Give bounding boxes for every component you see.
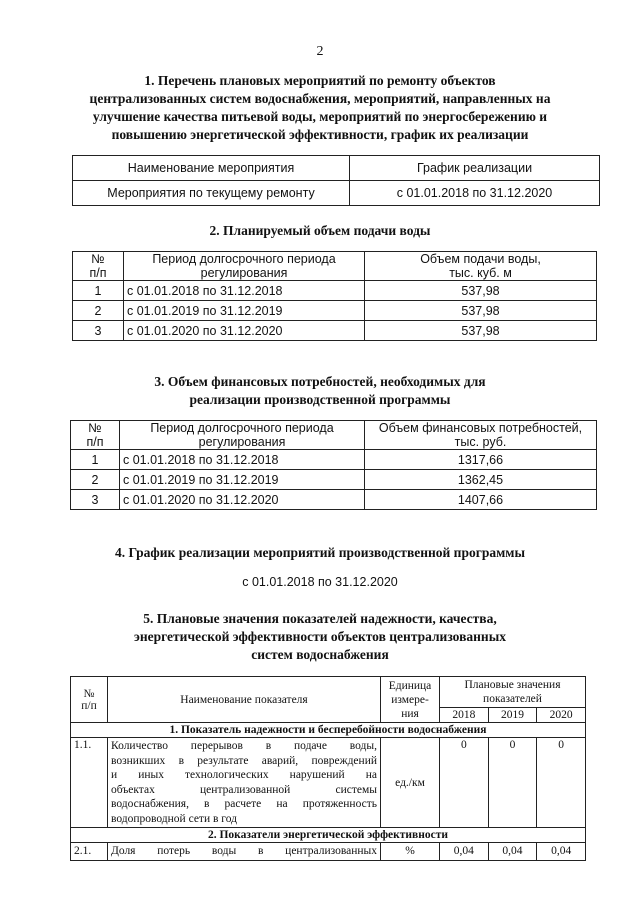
section4-title: 4. График реализации мероприятий производственной программы	[114, 545, 526, 560]
ind-row-unit: %	[381, 843, 440, 861]
ind-row-unit: ед./км	[381, 738, 440, 828]
water-supply-table	[72, 251, 597, 341]
ws-row-num: 2	[73, 301, 124, 321]
section2-title: 2. Планируемый объем подачи воды	[209, 223, 431, 238]
ws-row-period: с 01.01.2018 по 31.12.2018	[124, 281, 365, 301]
table-row	[71, 470, 597, 490]
section5-title: 5. Плановые значения показателей надежности, качества, энергетической эффективности объектов централизованных систем водоснабжения	[133, 611, 506, 662]
measures-table	[72, 155, 600, 206]
fn-row-amount: 1317,66	[365, 450, 597, 470]
fn-row-amount: 1407,66	[365, 490, 597, 510]
financial-needs-table	[70, 420, 597, 510]
ws-row-period: с 01.01.2020 по 31.12.2020	[124, 321, 365, 341]
ws-row-num: 3	[73, 321, 124, 341]
ind-group-reliability: 1. Показатель надежности и бесперебойности водоснабжения	[71, 723, 586, 738]
ind-row-num: 1.1.	[71, 738, 108, 828]
ws-row-num: 1	[73, 281, 124, 301]
section3-title: 3. Объем финансовых потребностей, необходимых для реализации производственной программы	[154, 374, 486, 407]
section1-title: 1. Перечень плановых мероприятий по ремонту объектов централизованных систем водоснабжения, мероприятий, направленных на улучшение качества питьевой воды, мероприятий по энергосбережению и повышению энергетической эффективности, график их реализации	[89, 73, 551, 142]
ind-header-unit: Единица измере- ния	[381, 677, 440, 723]
fn-row-period: с 01.01.2018 по 31.12.2018	[120, 450, 365, 470]
fn-header-num: № п/п	[71, 421, 120, 450]
ind-header-planned: Плановые значения показателей	[440, 677, 586, 708]
section4-period: с 01.01.2018 по 31.12.2020	[242, 575, 398, 589]
measures-header-schedule: График реализации	[350, 156, 600, 181]
table-row	[71, 738, 586, 828]
measures-header-name: Наименование мероприятия	[73, 156, 350, 181]
fn-row-period: с 01.01.2020 по 31.12.2020	[120, 490, 365, 510]
ws-header-volume: Объем подачи воды, тыс. куб. м	[365, 252, 597, 281]
ind-header-num: № п/п	[71, 677, 108, 723]
ind-group-efficiency: 2. Показатели энергетической эффективности	[71, 828, 586, 843]
ws-row-volume: 537,98	[365, 281, 597, 301]
ind-row-name: Доля потерь воды в централизованных	[108, 843, 381, 861]
fn-header-period: Период долгосрочного периода регулирования	[120, 421, 365, 450]
table-row	[71, 450, 597, 470]
page-number: 2	[316, 44, 324, 59]
fn-row-num: 1	[71, 450, 120, 470]
measures-row-schedule: с 01.01.2018 по 31.12.2020	[350, 181, 600, 206]
ws-row-period: с 01.01.2019 по 31.12.2019	[124, 301, 365, 321]
fn-row-amount: 1362,45	[365, 470, 597, 490]
ind-header-year: 2018	[440, 708, 489, 723]
ind-header-year: 2019	[488, 708, 537, 723]
table-row	[71, 490, 597, 510]
ind-header-name: Наименование показателя	[108, 677, 381, 723]
ind-row-value: 0	[440, 738, 489, 828]
table-row	[73, 301, 597, 321]
table-row	[73, 321, 597, 341]
ws-row-volume: 537,98	[365, 301, 597, 321]
fn-row-period: с 01.01.2019 по 31.12.2019	[120, 470, 365, 490]
ind-row-value: 0	[537, 738, 586, 828]
fn-row-num: 2	[71, 470, 120, 490]
ind-header-year: 2020	[537, 708, 586, 723]
ind-row-value: 0,04	[537, 843, 586, 861]
fn-header-amount: Объем финансовых потребностей, тыс. руб.	[365, 421, 597, 450]
table-row	[71, 843, 586, 861]
ind-row-value: 0,04	[488, 843, 537, 861]
ws-row-volume: 537,98	[365, 321, 597, 341]
table-row	[73, 281, 597, 301]
ind-row-value: 0	[488, 738, 537, 828]
ind-row-num: 2.1.	[71, 843, 108, 861]
ind-row-name: Количество перерывов в подаче воды, возникших в результате аварий, повреждений и иных технологических нарушений на объектах централизованной системы водоснабжения, в расчете на протяженность водопроводной сети в год	[108, 738, 381, 828]
measures-row-name: Мероприятия по текущему ремонту	[73, 181, 350, 206]
ws-header-period: Период долгосрочного периода регулирования	[124, 252, 365, 281]
fn-row-num: 3	[71, 490, 120, 510]
indicators-table	[70, 676, 586, 861]
ind-row-value: 0,04	[440, 843, 489, 861]
ws-header-num: № п/п	[73, 252, 124, 281]
